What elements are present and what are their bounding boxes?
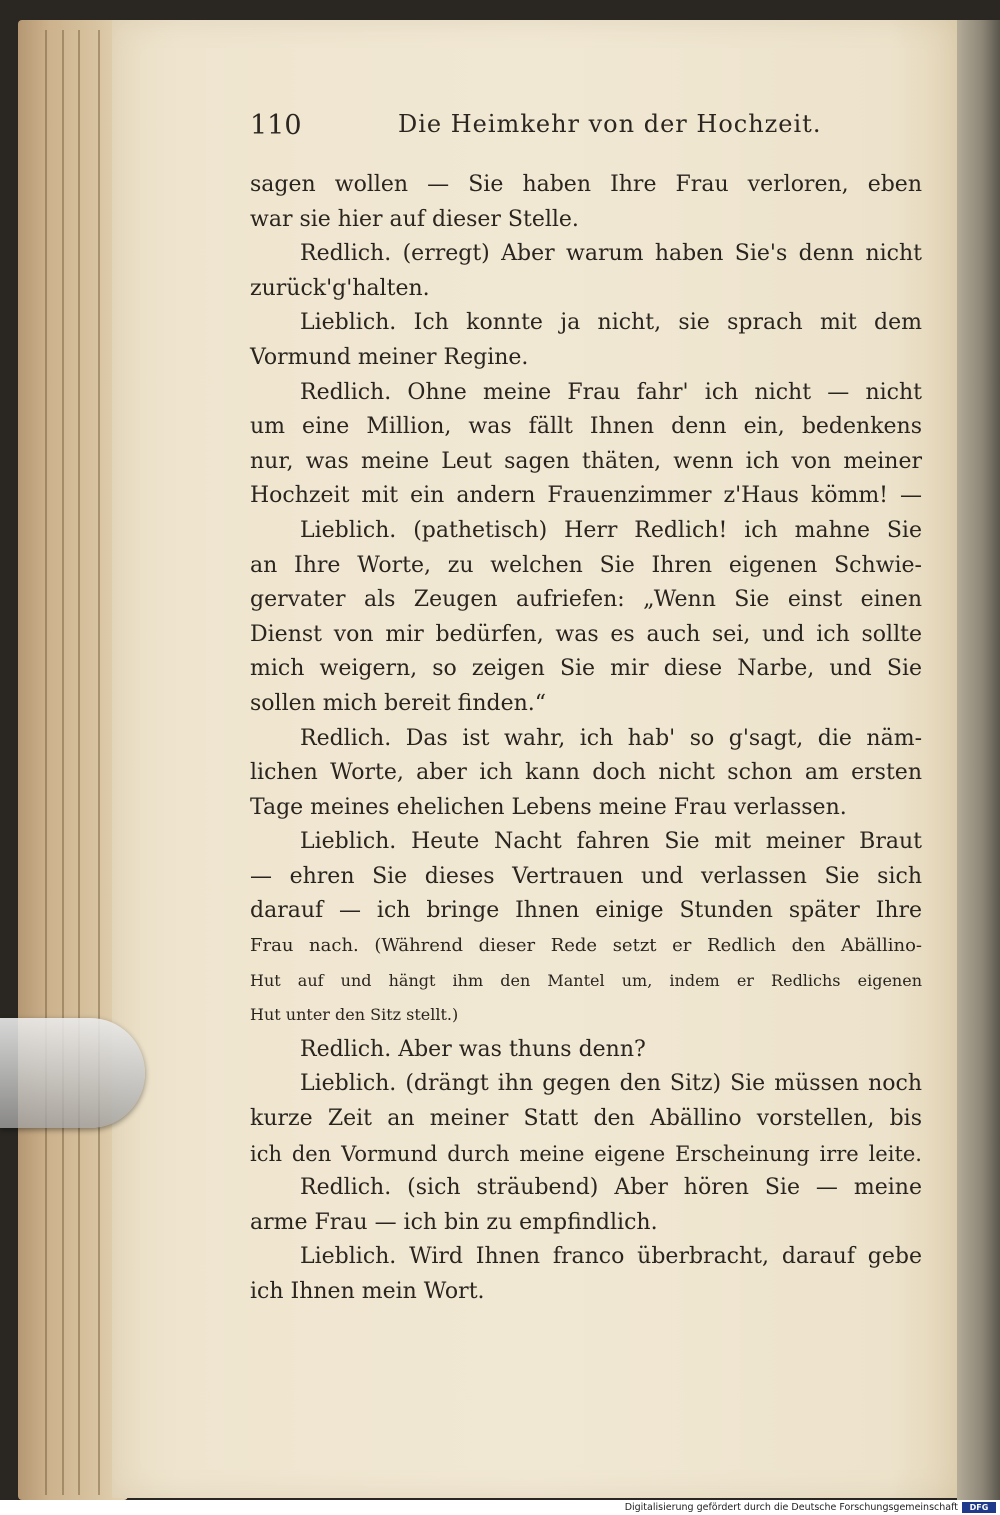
text-line: ich Ihnen mein Wort. [250, 1279, 485, 1304]
text-line: Frau nach. (Während dieser Rede setzt er Redlich den Abällino- [250, 935, 922, 957]
text-line: sagen wollen — Sie haben Ihre Frau verloren, eben [250, 172, 922, 197]
text-line: Redlich. (sich sträubend) Aber hören Sie — meine [300, 1175, 922, 1201]
text-line: darauf — ich bringe Ihnen einige Stunden später Ihre [250, 898, 922, 924]
text-line: Lieblich. Ich konnte ja nicht, sie sprach mit dem [300, 310, 922, 336]
text-line: Lieblich. Heute Nacht fahren Sie mit meiner Braut [300, 829, 922, 855]
digitization-credit: Digitalisierung gefördert durch die Deutsche Forschungsgemeinschaft [624, 1502, 958, 1513]
text-line: Tage meines ehelichen Lebens meine Frau verlassen. [250, 794, 847, 820]
text-line: sollen mich bereit finden.“ [250, 690, 547, 716]
text-line: Redlich. Ohne meine Frau fahr' ich nicht — nicht [300, 379, 922, 405]
text-line: Redlich. Aber was thuns denn? [300, 1036, 646, 1062]
text-line: gervater als Zeugen aufriefen: „Wenn Sie einst einen [250, 587, 922, 613]
page-clip [0, 1018, 145, 1128]
text-line: nur, was meine Leut sagen thäten, wenn ich von meiner [250, 448, 922, 474]
page-edge-line [98, 30, 100, 1495]
dfg-logo: DFG [962, 1502, 996, 1513]
text-line: Lieblich. (pathetisch) Herr Redlich! ich mahne Sie [300, 517, 922, 543]
text-line: Lieblich. Wird Ihnen franco überbracht, darauf gebe [300, 1244, 922, 1270]
text-line: war sie hier auf dieser Stelle. [250, 206, 579, 232]
text-line: mich weigern, so zeigen Sie mir diese Narbe, und Sie [250, 656, 922, 682]
text-line: kurze Zeit an meiner Statt den Abällino vorstellen, bis [250, 1106, 922, 1132]
text-line: ich den Vormund durch meine eigene Erscheinung irre leite. [250, 1141, 922, 1166]
text-line: Vormund meiner Regine. [250, 344, 529, 370]
text-line: Redlich. (erregt) Aber warum haben Sie's denn nicht [300, 241, 922, 267]
text-line: Hut unter den Sitz stellt.) [250, 1005, 459, 1025]
page-number: 110 [250, 110, 302, 141]
text-line: Redlich. Das ist wahr, ich hab' so g'sagt, die näm- [300, 725, 922, 751]
text-line: Hochzeit mit ein andern Frauenzimmer z'Haus kömm! — [250, 483, 922, 509]
page-edge-line [62, 30, 64, 1495]
text-line: an Ihre Worte, zu welchen Sie Ihren eigenen Schwie- [250, 552, 922, 578]
running-head-title: Die Heimkehr von der Hochzeit. [398, 110, 822, 138]
text-line: Lieblich. (drängt ihn gegen den Sitz) Sie müssen noch [300, 1071, 922, 1097]
text-line: um eine Million, was fällt Ihnen denn ein, bedenkens [250, 414, 922, 440]
page-edge-line [78, 30, 80, 1495]
text-line: Hut auf und hängt ihm den Mantel um, indem er Redlichs eigenen [250, 970, 922, 990]
text-line: Dienst von mir bedürfen, was es auch sei, und ich sollte [250, 621, 922, 647]
text-line: — ehren Sie dieses Vertrauen und verlassen Sie sich [250, 863, 922, 889]
text-line: arme Frau — ich bin zu empfindlich. [250, 1209, 658, 1235]
running-head [250, 110, 930, 146]
body-text [250, 168, 922, 1310]
page-edge-line [45, 30, 47, 1495]
text-line: lichen Worte, aber ich kann doch nicht schon am ersten [250, 760, 922, 786]
text-line: zurück'g'halten. [250, 275, 430, 301]
book-right-edge [957, 20, 1000, 1500]
